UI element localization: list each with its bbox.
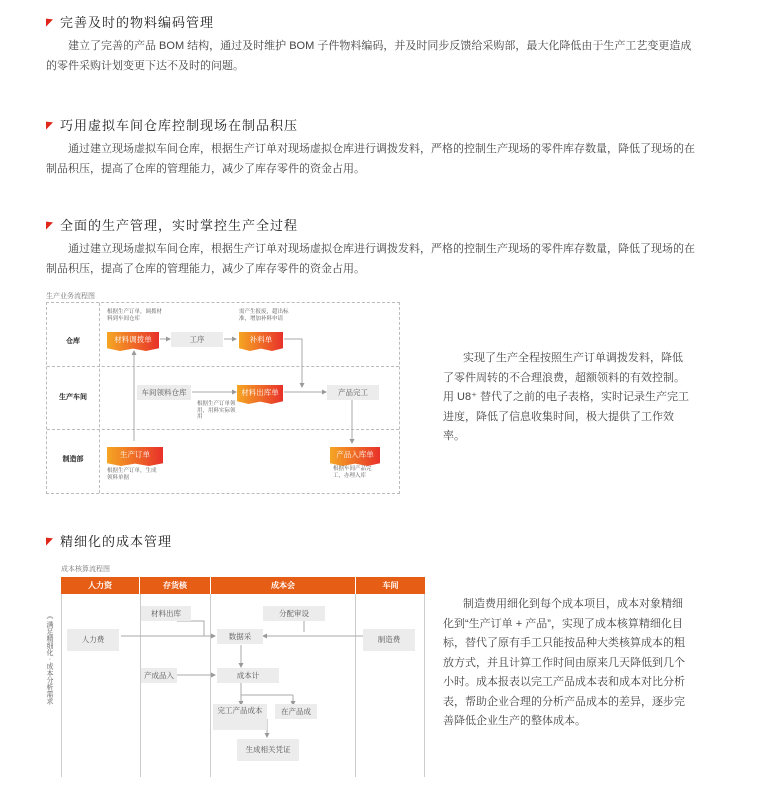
voucher-box: 生成相关凭证 [237,739,299,761]
section-heading-bom [46,12,214,31]
section-heading-production [46,215,298,234]
diagram2-description: 制造费用细化到每个成本项目，成本对象精细化到“生产订单 + 产品”，实现了成本核算精细化目标，替代了原有手工只能按品种大类核算成本的粗放方式，并且计算工作时间由原来几天降低到几个小时。成本报表以完工产品成本表和成本对比分析表，帮助企业合理的分析产品成本的差异，逐步完善降低企业生产的整体成本。 [443,598,685,727]
workshop-transfer-box: 车间领料仓库 [137,385,191,400]
section-title: 精细化的成本管理 [60,534,173,549]
vertical-side-label: 《 满足精细化 · 成本分析需求 [46,612,53,705]
supplement-box: 补料单 [239,332,283,347]
labor-cost-box: 人力费 [67,629,119,651]
column-header: 存货核 [140,577,210,594]
column-header: 车间 [356,577,425,594]
lane-label: 制造部 [62,456,84,463]
section-body: 通过建立现场虚拟车间仓库，根据生产订单对现场虚拟仓库进行调拨发料，严格的控制生产现场的零件库存数量，降低了现场的在制品积压，提高了仓库的管理能力，减少了库存零件的资金占用。 [46,143,695,175]
section-title: 完善及时的物料编码管理 [60,15,215,30]
cost-flow-diagram [61,577,425,777]
flow-note: 根据车间产品完工，办理入库 [333,466,372,479]
flow-note: 需产生报废，超出标准，增加补料申请 [239,309,289,322]
bullet-icon [46,220,54,229]
bullet-icon [46,536,54,545]
material-out-box: 材料出库单 [237,385,283,400]
production-flow-diagram [46,302,400,494]
material-out-box: 材料出库 [141,606,191,621]
section-heading-cost [46,531,172,550]
allocation-box: 分配审设 [263,606,325,621]
diagram1-description: 实现了生产全程按照生产订单调拨发料，降低了零件周转的不合理浪费，超额领料的有效控制。用 U8⁺ 替代了之前的电子表格，实时记录生产完工进度，降低了信息收集时间，极大提供了工作效率。 [443,352,689,442]
column-header: 成本会 [211,577,355,594]
section-body: 建立了完善的产品 BOM 结构，通过及时维护 BOM 子件物料编码，并及时同步反馈给采购部，最大化降低由于生产工艺变更造成的零件采购计划变更下达不及时的问题。 [46,40,692,72]
section-title: 全面的生产管理，实时掌控生产全过程 [60,218,299,233]
section-body: 通过建立现场虚拟车间仓库，根据生产订单对现场虚拟仓库进行调拨发料，严格的控制生产现场的零件库存数量，降低了现场的在制品积压，提高了仓库的管理能力，减少了库存零件的资金占用。 [46,243,695,275]
flow-note: 根据生产订单，调拨材料到车间仓库 [107,309,163,322]
column-header: 人力资 [61,577,139,594]
production-order-box: 生产订单 [107,447,163,462]
bullet-icon [46,120,54,129]
material-transfer-box: 材料调拨单 [107,332,159,347]
section-heading-virtual-warehouse [46,115,298,134]
mfg-fee-box: 制造费 [363,629,415,651]
product-in-box: 产品入库单 [330,447,380,462]
product-in-box: 产成品入 [141,668,177,683]
flow-note: 根据生产订单，生成领料单据 [107,468,157,481]
diagram-caption: 生产业务流程图 [46,293,95,300]
wip-cost-box: 在产品成 [275,704,317,719]
cost-calc-box: 成本计 [217,668,279,683]
bullet-icon [46,17,54,26]
lane-label: 生产车间 [59,394,87,401]
section-title: 巧用虚拟车间仓库控制现场在制品积压 [60,118,299,133]
process-box: 工序 [171,332,223,347]
product-done-box: 产品完工 [327,385,379,400]
flow-note: 根据生产订单领用，用料实际领用 [197,401,236,420]
lane-label: 仓库 [66,338,80,345]
finished-cost-box: 完工产品成本 [213,704,267,730]
data-collect-box: 数据采 [217,629,263,644]
diagram-caption: 成本核算流程图 [61,566,110,573]
